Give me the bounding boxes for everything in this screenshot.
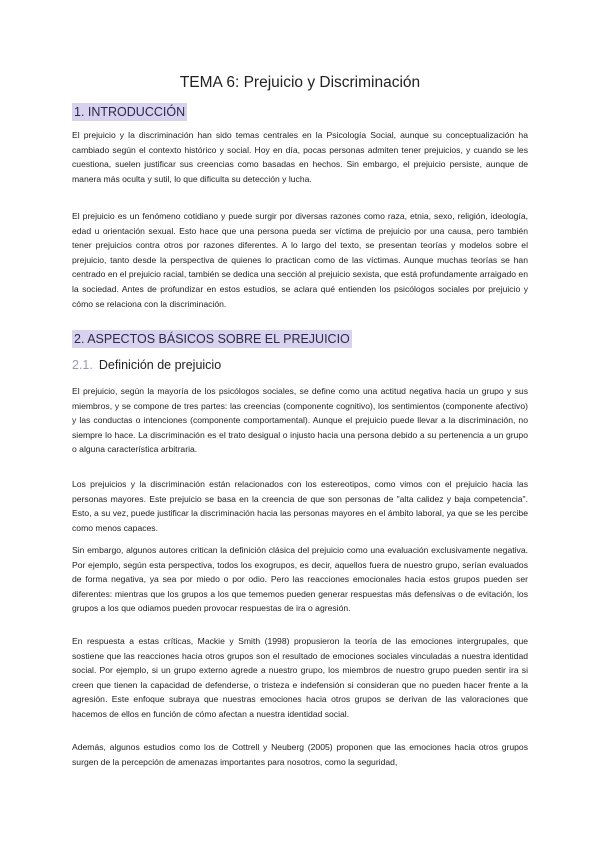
subsection-heading [72, 358, 221, 372]
document-title: TEMA 6: Prejuicio y Discriminación [179, 74, 421, 91]
paragraph: Además, algunos estudios como los de Cottrell y Neuberg (2005) proponen que las emociones hacia otros grupos surgen de la percepción de amenazas importantes para nosotros, como la seguridad, [72, 742, 528, 767]
section-heading-introduccion: 1. INTRODUCCIÓN [74, 105, 186, 119]
paragraph: Sin embargo, algunos autores critican la definición clásica del prejuicio como una evaluación exclusivamente negativa. Por ejemplo, según esta perspectiva, todos los exogrupos, es decir, aquellos fuera de nuestro grupo, serían evaluados de forma negativa, ya sea por miedo o por odio. Pero las reacciones emocionales hacia estos grupos pueden ser diferentes: mientras que los grupos a los que tememos pueden generar respuestas más defensivas o de evitación, los grupos a los que odiamos pueden provocar respuestas de ira o agresión. [72, 545, 528, 614]
subsection-title: Definición de prejuicio [98, 358, 222, 372]
section-heading-aspectos-basicos: 2. ASPECTOS BÁSICOS SOBRE EL PREJUICIO [74, 332, 350, 346]
paragraph: En respuesta a estas críticas, Mackie y Smith (1998) propusieron la teoría de las emociones intergrupales, que sostiene que las reacciones hacia otros grupos son el resultado de emociones sociales vinculadas a nuestra identidad social. Por ejemplo, si un grupo externo agrede a nuestro grupo, los miembros de nuestro grupo pueden sentir ira si creen que tienen la capacidad de defenderse, o tristeza e indefensión si consideran que no pueden hacer frente a la agresión. Este enfoque subraya que nuestras emociones hacia otros grupos se derivan de las valoraciones que hacemos de ellos en función de cómo afectan a nuestra identidad social. [72, 636, 528, 719]
paragraph: El prejuicio es un fenómeno cotidiano y puede surgir por diversas razones como raza, etnia, sexo, religión, ideología, edad u orientación sexual. Esto hace que una persona pueda ser víctima de prejuicio por una causa, pero también tener prejuicios contra otros por razones diferentes. A lo largo del texto, se presentan teorías y modelos sobre el prejuicio, tanto desde la perspectiva de quienes lo practican como de las víctimas. Aunque muchas teorías se han centrado en el prejuicio racial, también se dedica una sección al prejuicio sexista, que está profundamente arraigado en la sociedad. Antes de profundizar en estos estudios, se aclara qué entienden los psicólogos sociales por prejuicio y cómo se relaciona con la discriminación. [72, 211, 528, 309]
paragraph: Los prejuicios y la discriminación están relacionados con los estereotipos, como vimos con el prejuicio hacia las personas mayores. Este prejuicio se basa en la creencia de que son personas de "alta calidez y baja competencia". Esto, a su vez, puede justificar la discriminación hacia las personas mayores en el ámbito laboral, ya que se les percibe como menos capaces. [72, 479, 528, 533]
paragraph: El prejuicio, según la mayoría de los psicólogos sociales, se define como una actitud negativa hacia un grupo y sus miembros, y se compone de tres partes: las creencias (componente cognitivo), los sentimientos (componente afectivo) y las conductas o intenciones (componente comportamental). Aunque el prejuicio puede llevar a la discriminación, no siempre lo hace. La discriminación es el trato desigual o injusto hacia una persona debido a su pertenencia a un grupo o alguna característica arbitraria. [72, 386, 528, 455]
paragraph: El prejuicio y la discriminación han sido temas centrales en la Psicología Social, aunque su conceptualización ha cambiado según el contexto histórico y social. Hoy en día, pocas personas admiten tener prejuicios, y cuando se les cuestiona, suelen justificar sus creencias como basadas en hechos. Sin embargo, el prejuicio persiste, aunque de manera más oculta y sutil, lo que dificulta su detección y lucha. [72, 130, 528, 184]
subsection-number: 2.1. [72, 358, 93, 372]
